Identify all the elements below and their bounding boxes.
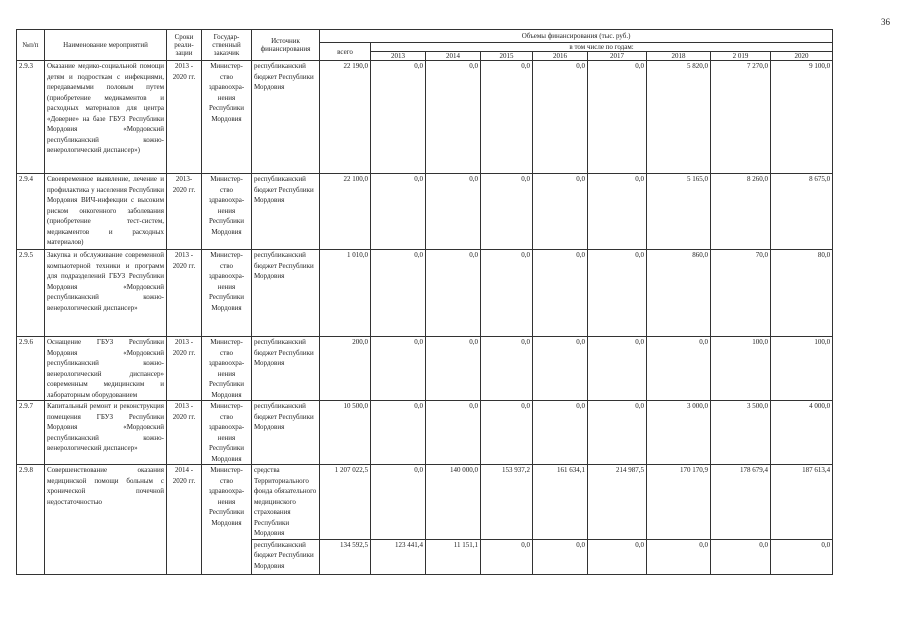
row-year-value: 0,0	[481, 401, 533, 465]
row-year-value: 80,0	[771, 250, 833, 337]
row-year-value: 0,0	[533, 539, 588, 574]
table-row	[17, 337, 833, 401]
row-year-value: 3 500,0	[711, 401, 771, 465]
row-year-value: 0,0	[371, 337, 426, 401]
row-total: 1 207 022,5	[320, 465, 371, 540]
row-year-value: 860,0	[647, 250, 711, 337]
row-year-value: 9 100,0	[771, 61, 833, 174]
row-period: 2013-2020 гг.	[167, 174, 202, 250]
row-year-value: 0,0	[588, 337, 647, 401]
row-source: республиканский бюджет Республики Мордовия	[252, 401, 320, 465]
row-customer: Министер-ство здравоохра-нения Республики Мордовия	[202, 401, 252, 465]
row-year-value: 11 151,1	[426, 539, 481, 574]
row-year-value: 170 170,9	[647, 465, 711, 540]
header-year: 2017	[588, 52, 647, 61]
row-source: республиканский бюджет Республики Мордовия	[252, 337, 320, 401]
row-year-value: 0,0	[533, 250, 588, 337]
row-num: 2.9.8	[17, 465, 45, 575]
row-year-value: 0,0	[426, 174, 481, 250]
header-year: 2 019	[711, 52, 771, 61]
row-year-value: 4 000,0	[771, 401, 833, 465]
row-year-value: 0,0	[426, 401, 481, 465]
row-year-value: 0,0	[588, 539, 647, 574]
row-total: 10 500,0	[320, 401, 371, 465]
row-year-value: 8 675,0	[771, 174, 833, 250]
header-num: №п/п	[17, 30, 45, 61]
row-year-value: 0,0	[426, 337, 481, 401]
row-source: средства Территориального фонда обязательного медицинского страхования Республики Мордовия	[252, 465, 320, 540]
row-year-value: 0,0	[371, 61, 426, 174]
table-row	[17, 401, 833, 465]
row-year-value: 100,0	[771, 337, 833, 401]
header-year: 2013	[371, 52, 426, 61]
row-year-value: 5 820,0	[647, 61, 711, 174]
row-year-value: 0,0	[371, 250, 426, 337]
row-name: Закупка и обслуживание современной компьютерной техники и программ для подразделений ГБУЗ Республики Мордовия «Мордовский республиканский кожно-венерологический диспансер»	[45, 250, 167, 337]
row-year-value: 0,0	[533, 401, 588, 465]
header-customer: Государ-ственный заказчик	[202, 30, 252, 61]
row-year-value: 178 679,4	[711, 465, 771, 540]
row-year-value: 187 613,4	[771, 465, 833, 540]
row-source: республиканский бюджет Республики Мордовия	[252, 250, 320, 337]
financing-table	[16, 29, 833, 575]
row-year-value: 3 000,0	[647, 401, 711, 465]
row-year-value: 161 634,1	[533, 465, 588, 540]
row-year-value: 0,0	[481, 250, 533, 337]
row-year-value: 0,0	[426, 61, 481, 174]
row-year-value: 70,0	[711, 250, 771, 337]
row-total: 200,0	[320, 337, 371, 401]
row-num: 2.9.3	[17, 61, 45, 174]
row-year-value: 0,0	[533, 337, 588, 401]
row-num: 2.9.7	[17, 401, 45, 465]
row-year-value: 8 260,0	[711, 174, 771, 250]
row-year-value: 214 987,5	[588, 465, 647, 540]
row-customer: Министер-ство здравоохра-нения Республики Мордовия	[202, 61, 252, 174]
row-year-value: 0,0	[771, 539, 833, 574]
row-year-value: 0,0	[647, 539, 711, 574]
row-period: 2013 - 2020 гг.	[167, 401, 202, 465]
row-year-value: 100,0	[711, 337, 771, 401]
row-year-value: 0,0	[371, 465, 426, 540]
row-source: республиканский бюджет Республики Мордовия	[252, 61, 320, 174]
row-year-value: 5 165,0	[647, 174, 711, 250]
row-source: республиканский бюджет Республики Мордовия	[252, 174, 320, 250]
table-row	[17, 174, 833, 250]
row-year-value: 0,0	[371, 174, 426, 250]
row-total: 134 592,5	[320, 539, 371, 574]
row-period: 2013 - 2020 гг.	[167, 337, 202, 401]
row-num: 2.9.4	[17, 174, 45, 250]
table-row	[17, 465, 833, 540]
row-num: 2.9.6	[17, 337, 45, 401]
row-name: Оснащение ГБУЗ Республики Мордовия «Мордовский республиканский кожно-венерологический диспансер» современным медицинским и лабораторным оборудованием	[45, 337, 167, 401]
header-year: 2014	[426, 52, 481, 61]
table-row	[17, 61, 833, 174]
table-header-row	[17, 30, 833, 43]
table-row	[17, 250, 833, 337]
row-source: республиканский бюджет Республики Мордовия	[252, 539, 320, 574]
header-period: Сроки реали-зации	[167, 30, 202, 61]
row-name: Оказание медико-социальной помощи детям и подросткам с инфекциями, передаваемыми половым путем (приобретение медикаментов и расходных материалов для центра «Доверие» на базе ГБУЗ Республики Мордовия «Мордовский республиканский кожно-венерологический диспансер»)	[45, 61, 167, 174]
row-year-value: 0,0	[426, 250, 481, 337]
row-year-value: 0,0	[647, 337, 711, 401]
header-by-years: в том числе по годам:	[371, 43, 833, 52]
row-year-value: 0,0	[588, 174, 647, 250]
header-source: Источник финансирования	[252, 30, 320, 61]
row-year-value: 0,0	[481, 337, 533, 401]
header-name: Наименование мероприятий	[45, 30, 167, 61]
row-name: Своевременное выявление, лечение и профилактика у населения Республики Мордовия ВИЧ-инфекции с высоким риском онкогенного заболевания (приобретение тест-систем, медикаментов и расходных материалов)	[45, 174, 167, 250]
row-name: Капитальный ремонт и реконструкция помещения ГБУЗ Республики Мордовия «Мордовский республиканский кожно-венерологический диспансер»	[45, 401, 167, 465]
row-period: 2014 - 2020 гг.	[167, 465, 202, 575]
header-year: 2015	[481, 52, 533, 61]
row-year-value: 0,0	[481, 539, 533, 574]
row-year-value: 0,0	[533, 61, 588, 174]
row-year-value: 7 270,0	[711, 61, 771, 174]
row-total: 1 010,0	[320, 250, 371, 337]
row-num: 2.9.5	[17, 250, 45, 337]
row-period: 2013 - 2020 гг.	[167, 61, 202, 174]
row-year-value: 0,0	[481, 61, 533, 174]
row-total: 22 100,0	[320, 174, 371, 250]
row-customer: Министер-ство здравоохра-нения Республики Мордовия	[202, 337, 252, 401]
row-year-value: 0,0	[588, 250, 647, 337]
header-volumes: Объемы финансирования (тыс. руб.)	[320, 30, 833, 43]
row-year-value: 0,0	[588, 401, 647, 465]
header-year: 2018	[647, 52, 711, 61]
row-year-value: 140 000,0	[426, 465, 481, 540]
row-year-value: 0,0	[533, 174, 588, 250]
row-customer: Министер-ство здравоохра-нения Республики Мордовия	[202, 250, 252, 337]
header-year: 2016	[533, 52, 588, 61]
row-customer: Министер-ство здравоохра-нения Республики Мордовия	[202, 465, 252, 575]
row-total: 22 190,0	[320, 61, 371, 174]
row-year-value: 153 937,2	[481, 465, 533, 540]
header-total: всего	[320, 43, 371, 61]
header-year: 2020	[771, 52, 833, 61]
row-year-value: 0,0	[371, 401, 426, 465]
row-customer: Министер-ство здравоохра-нения Республики Мордовия	[202, 174, 252, 250]
row-period: 2013 - 2020 гг.	[167, 250, 202, 337]
row-year-value: 0,0	[711, 539, 771, 574]
row-year-value: 0,0	[481, 174, 533, 250]
row-year-value: 0,0	[588, 61, 647, 174]
row-year-value: 123 441,4	[371, 539, 426, 574]
row-name: Совершенствование оказания медицинской помощи больным с хронической почечной недостаточностью	[45, 465, 167, 575]
page-number: 36	[881, 17, 890, 27]
